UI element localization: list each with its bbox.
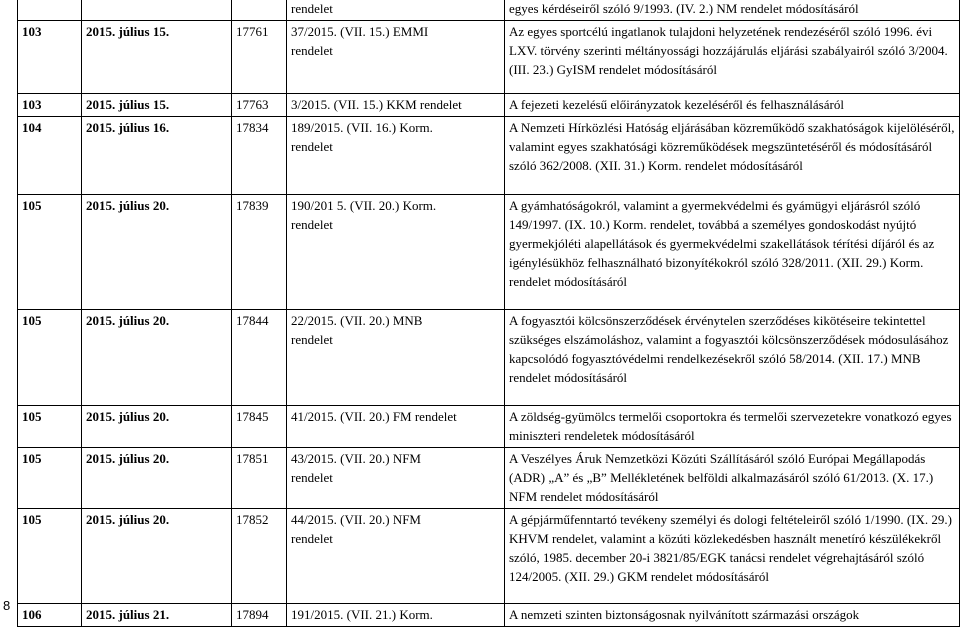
act-reference-cell: 3/2015. (VII. 15.) KKM rendelet (287, 94, 505, 117)
page-id-cell: 17845 (232, 406, 287, 448)
subject-cell: A Veszélyes Áruk Nemzetközi Közúti Szállításáról szóló Európai Megállapodás (ADR) „A” és „B” Mellékletének belföldi alkalmazásáról szóló 61/2013. (X. 17.) NFM rendelet módosításáról (505, 448, 960, 509)
subject-cell: A zöldség-gyümölcs termelői csoportokra és termelői szervezetekre vonatkozó egyes miniszteri rendeletek módosításáról (505, 406, 960, 448)
table-row (18, 0, 960, 21)
table-row (18, 604, 960, 627)
issue-number-cell: 105 (18, 406, 82, 448)
act-reference-cell: rendelet (287, 0, 505, 21)
table-row (18, 21, 960, 94)
issue-number-cell: 103 (18, 21, 82, 94)
issue-number-cell: 105 (18, 310, 82, 406)
act-reference-cell: 191/2015. (VII. 21.) Korm. (287, 604, 505, 627)
page-id-cell: 17894 (232, 604, 287, 627)
page-id-cell: 17852 (232, 509, 287, 604)
issue-number-cell: 103 (18, 94, 82, 117)
issue-number-cell: 105 (18, 195, 82, 310)
table-row (18, 195, 960, 310)
act-reference-cell: 22/2015. (VII. 20.) MNB rendelet (287, 310, 505, 406)
date-cell: 2015. július 20. (82, 509, 232, 604)
subject-cell: A Nemzeti Hírközlési Hatóság eljárásában közreműködő szakhatóságok kijelöléséről, valamint egyes szakhatósági közreműködések megszüntetéséről és módosításáról szóló 362/2008. (XII. 31.) Korm. rendelet módosításáról (505, 117, 960, 195)
issue-number-cell: 106 (18, 604, 82, 627)
legislation-table (17, 0, 960, 627)
page-id-cell: 17834 (232, 117, 287, 195)
table-row (18, 94, 960, 117)
date-cell: 2015. július 20. (82, 310, 232, 406)
page-id-cell (232, 0, 287, 21)
table-row (18, 310, 960, 406)
page-id-cell: 17844 (232, 310, 287, 406)
act-reference-cell: 189/2015. (VII. 16.) Korm. rendelet (287, 117, 505, 195)
subject-cell: Az egyes sportcélú ingatlanok tulajdoni helyzetének rendezéséről szóló 1996. évi LXV. törvény szerinti méltányossági hozzájárulás eljárási szabályairól szóló 3/2004. (III. 23.) GyISM rendelet módosításáról (505, 21, 960, 94)
issue-number-cell: 104 (18, 117, 82, 195)
page-id-cell: 17763 (232, 94, 287, 117)
date-cell: 2015. július 16. (82, 117, 232, 195)
page-id-cell: 17761 (232, 21, 287, 94)
date-cell: 2015. július 15. (82, 94, 232, 117)
page-number: 8 (3, 598, 11, 613)
date-cell: 2015. július 20. (82, 406, 232, 448)
issue-number-cell: 105 (18, 448, 82, 509)
subject-cell: A fejezeti kezelésű előirányzatok kezeléséről és felhasználásáról (505, 94, 960, 117)
page-id-cell: 17839 (232, 195, 287, 310)
date-cell: 2015. július 15. (82, 21, 232, 94)
table-row (18, 117, 960, 195)
date-cell: 2015. július 20. (82, 448, 232, 509)
date-cell (82, 0, 232, 21)
issue-number-cell (18, 0, 82, 21)
issue-number-cell: 105 (18, 509, 82, 604)
table-row (18, 509, 960, 604)
act-reference-cell: 37/2015. (VII. 15.) EMMI rendelet (287, 21, 505, 94)
date-cell: 2015. július 21. (82, 604, 232, 627)
act-reference-cell: 41/2015. (VII. 20.) FM rendelet (287, 406, 505, 448)
table-row (18, 406, 960, 448)
legislation-table-body (18, 0, 960, 627)
page-id-cell: 17851 (232, 448, 287, 509)
date-cell: 2015. július 20. (82, 195, 232, 310)
subject-cell: A fogyasztói kölcsönszerződések érvénytelen szerződéses kikötéseire tekintettel szükséges elszámoláshoz, valamint a fogyasztói kölcsönszerződések módosulásához kapcsolódó fogyasztóvédelmi rendelkezésekről szóló 58/2014. (XII. 17.) MNB rendelet módosításáról (505, 310, 960, 406)
subject-cell: A gépjárműfenntartó tevékeny személyi és dologi feltételeiről szóló 1/1990. (IX. 29.) KHVM rendelet, valamint a közúti közlekedésben használt menetíró készülékekről szóló, 1985. december 20-i 3821/85/EGK tanácsi rendelet végrehajtásáról szóló 124/2005. (XII. 29.) GKM rendelet módosításáról (505, 509, 960, 604)
table-row (18, 448, 960, 509)
subject-cell: A nemzeti szinten biztonságosnak nyilvánított származási országok (505, 604, 960, 627)
subject-cell: egyes kérdéseiről szóló 9/1993. (IV. 2.) NM rendelet módosításáról (505, 0, 960, 21)
act-reference-cell: 43/2015. (VII. 20.) NFM rendelet (287, 448, 505, 509)
act-reference-cell: 190/201 5. (VII. 20.) Korm. rendelet (287, 195, 505, 310)
act-reference-cell: 44/2015. (VII. 20.) NFM rendelet (287, 509, 505, 604)
subject-cell: A gyámhatóságokról, valamint a gyermekvédelmi és gyámügyi eljárásról szóló 149/1997. (IX. 10.) Korm. rendelet, továbbá a személyes gondoskodást nyújtó gyermekjóléti alapellátások és gyermekvédelmi szakellátások térítési díjáról és az igénylésükhöz felhasználható bizonyítékokról szóló 328/2011. (XII. 29.) Korm. rendelet módosításáról (505, 195, 960, 310)
